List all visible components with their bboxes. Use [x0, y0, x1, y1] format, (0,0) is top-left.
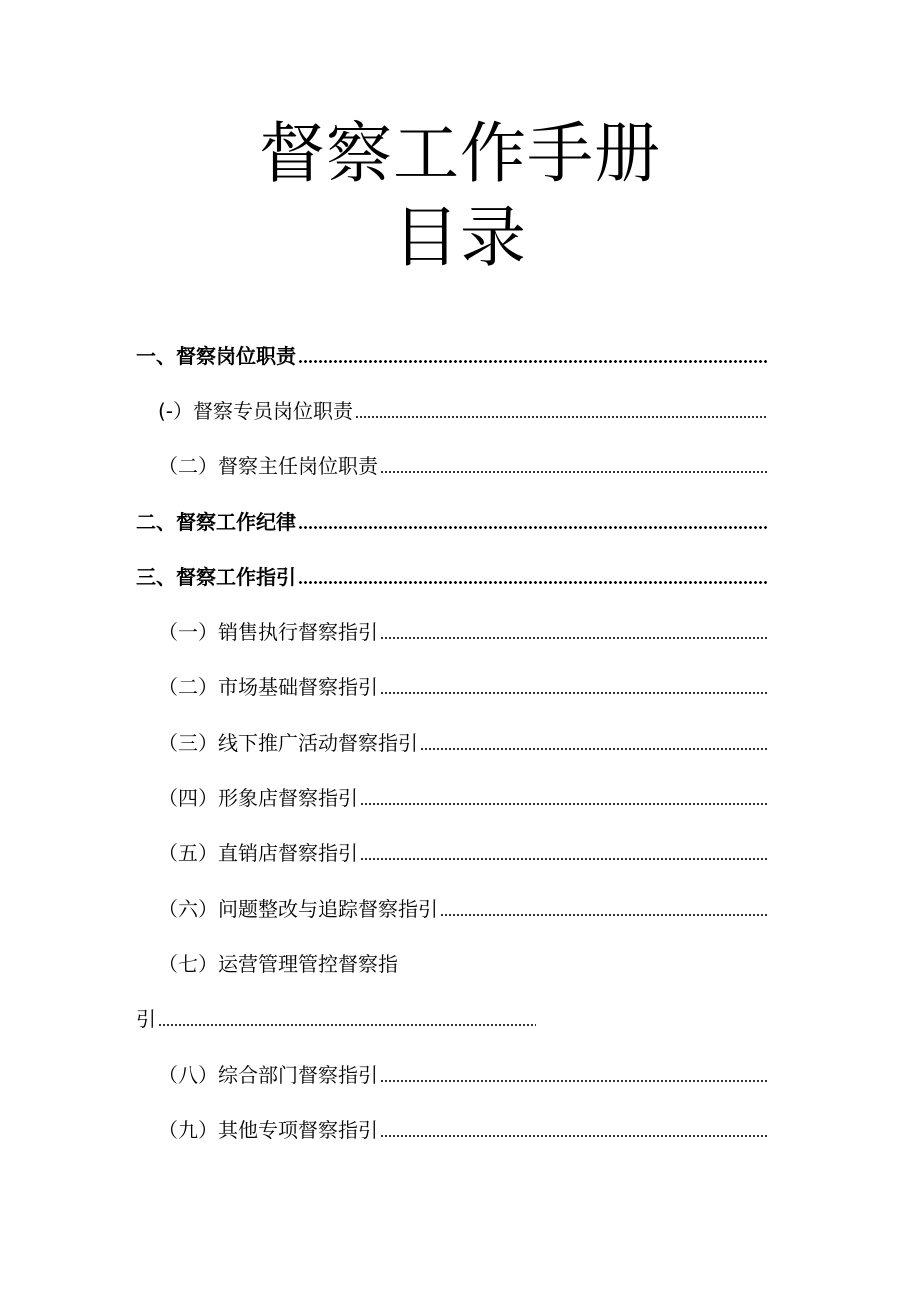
toc-entry-label: 一、督察岗位职责 [136, 344, 296, 368]
toc-entry[interactable] [136, 502, 767, 532]
toc-entry[interactable] [158, 1110, 767, 1140]
toc-entry-label: (-）督察专员岗位职责 [158, 399, 354, 423]
toc-entry[interactable] [158, 612, 767, 642]
toc-entry[interactable] [158, 889, 767, 919]
toc-dot-leader [380, 624, 767, 640]
toc-entry[interactable] [158, 944, 458, 974]
toc-dot-leader [380, 1122, 767, 1138]
toc-entry-label: （二）督察主任岗位职责 [158, 454, 378, 478]
toc-entry-label: （六）问题整改与追踪督察指引 [158, 897, 438, 921]
toc-dot-leader [355, 403, 767, 419]
toc-entry-label: 二、督察工作纪律 [136, 510, 296, 534]
toc-dot-leader [298, 514, 767, 530]
toc-entry-label: （一）销售执行督察指引 [158, 620, 378, 644]
toc-entry-label: （五）直销店督察指引 [158, 841, 358, 865]
toc-entry[interactable] [158, 667, 767, 697]
toc-entry[interactable] [158, 833, 767, 863]
toc-entry-label: （七）运营管理管控督察指 [158, 952, 398, 976]
toc-entry-continuation[interactable] [136, 999, 536, 1029]
toc-entry-label: （四）形象店督察指引 [158, 786, 358, 810]
toc-dot-leader [380, 1067, 767, 1083]
toc-dot-leader [440, 901, 767, 917]
document-title: 督察工作手册 [259, 115, 661, 192]
toc-entry-label: （二）市场基础督察指引 [158, 675, 378, 699]
toc-entry[interactable] [158, 778, 767, 808]
toc-entry-label: （三）线下推广活动督察指引 [158, 731, 418, 755]
toc-dot-leader [380, 679, 767, 695]
toc-dot-leader [420, 735, 767, 751]
toc-dot-leader [298, 569, 767, 585]
toc-dot-leader [360, 845, 767, 861]
toc-entry-label: 三、督察工作指引 [136, 565, 296, 589]
toc-entry[interactable] [136, 557, 767, 587]
document-subtitle: 目录 [393, 199, 527, 276]
toc-entry[interactable] [136, 336, 767, 366]
toc-dot-leader [360, 790, 767, 806]
toc-dot-leader [380, 458, 767, 474]
toc-entry-label: （八）综合部门督察指引 [158, 1063, 378, 1087]
toc-entry[interactable] [158, 446, 767, 476]
toc-entry[interactable] [158, 723, 767, 753]
toc-entry[interactable] [158, 391, 767, 421]
toc-dot-leader [298, 348, 767, 364]
toc-entry-label-cont: 引 [136, 1007, 156, 1031]
toc-entry-label: （九）其他专项督察指引 [158, 1118, 378, 1142]
toc-dot-leader [158, 1011, 536, 1027]
toc-entry[interactable] [158, 1055, 767, 1085]
